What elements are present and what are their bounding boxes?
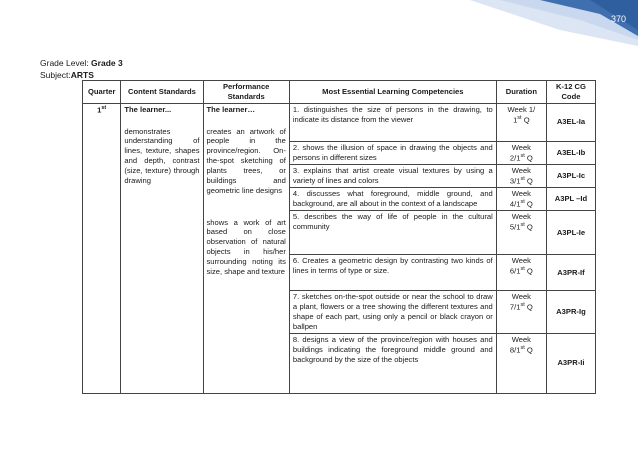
content-standards-body: demonstrates understanding of lines, texture, shapes and depth, contrast (size, texture) through drawing	[124, 126, 200, 185]
subject	[40, 70, 94, 80]
col-performance-standards: Performance Standards	[203, 81, 289, 104]
code-cell: A3PR-Ig	[546, 291, 595, 333]
col-code: K-12 CG Code	[546, 81, 595, 104]
duration-cell: Week 8/1st Q	[496, 333, 546, 393]
competency-table	[82, 80, 596, 394]
competency-cell: 6. Creates a geometric design by contrasting two kinds of lines in terms of type or size.	[289, 255, 496, 291]
competency-cell: 2. shows the illusion of space in drawing the objects and persons in different sizes	[289, 141, 496, 164]
code-cell: A3PR-If	[546, 255, 595, 291]
performance-standards-heading: The learner…	[206, 104, 256, 114]
performance-standards-cell	[203, 103, 289, 393]
code-cell: A3PL-Ic	[546, 164, 595, 187]
grade-level	[40, 58, 123, 68]
code-cell: A3PL –Id	[546, 188, 595, 211]
col-content-standards: Content Standards	[121, 81, 203, 104]
table-header-row	[83, 81, 596, 104]
competency-cell: 4. discusses what foreground, middle ground, and background, are all about in the context of a landscape	[289, 188, 496, 211]
table-row	[83, 103, 596, 141]
duration-cell: Week 2/1st Q	[496, 141, 546, 164]
duration-cell: Week 4/1st Q	[496, 188, 546, 211]
duration-cell: Week 5/1st Q	[496, 211, 546, 255]
duration-cell: Week 1/ 1st Q	[496, 103, 546, 141]
content-standards-cell	[121, 103, 203, 393]
subject-value: ARTS	[70, 70, 94, 80]
quarter-cell: 1st	[83, 103, 121, 393]
subject-label: Subject:	[40, 70, 71, 80]
code-cell: A3PL-Ie	[546, 211, 595, 255]
col-duration: Duration	[496, 81, 546, 104]
competency-cell: 1. distinguishes the size of persons in the drawing, to indicate its distance from the viewer	[289, 103, 496, 141]
content-standards-heading: The learner...	[124, 104, 172, 114]
duration-cell: Week 7/1st Q	[496, 291, 546, 333]
col-competencies: Most Essential Learning Competencies	[289, 81, 496, 104]
header-banner	[0, 0, 638, 60]
performance-standards-body-2: shows a work of art based on close observation of natural objects in his/her surrounding noting its size, shape and texture	[206, 217, 286, 276]
competency-cell: 7. sketches on-the-spot outside or near the school to draw a plant, flowers or a tree showing the different textures and shape of each part, using only a pencil or black crayon or ballpen	[289, 291, 496, 333]
code-cell: A3PR-Ii	[546, 333, 595, 393]
competency-cell: 5. describes the way of life of people in the cultural community	[289, 211, 496, 255]
code-cell: A3EL-Ib	[546, 141, 595, 164]
performance-standards-body-1: creates an artwork of people in the province/region. On-the-spot sketching of plants trees, or buildings and geometric line designs	[206, 126, 286, 195]
duration-cell: Week 6/1st Q	[496, 255, 546, 291]
page-number: 370	[610, 14, 626, 24]
competency-cell: 8. designs a view of the province/region with houses and buildings indicating the foreground middle ground and background by the size of the objects	[289, 333, 496, 393]
col-quarter: Quarter	[83, 81, 121, 104]
grade-value: Grade 3	[91, 58, 123, 68]
code-cell: A3EL-Ia	[546, 103, 595, 141]
competency-cell: 3. explains that artist create visual textures by using a variety of lines and colors	[289, 164, 496, 187]
grade-label: Grade Level:	[40, 58, 89, 68]
duration-cell: Week 3/1st Q	[496, 164, 546, 187]
